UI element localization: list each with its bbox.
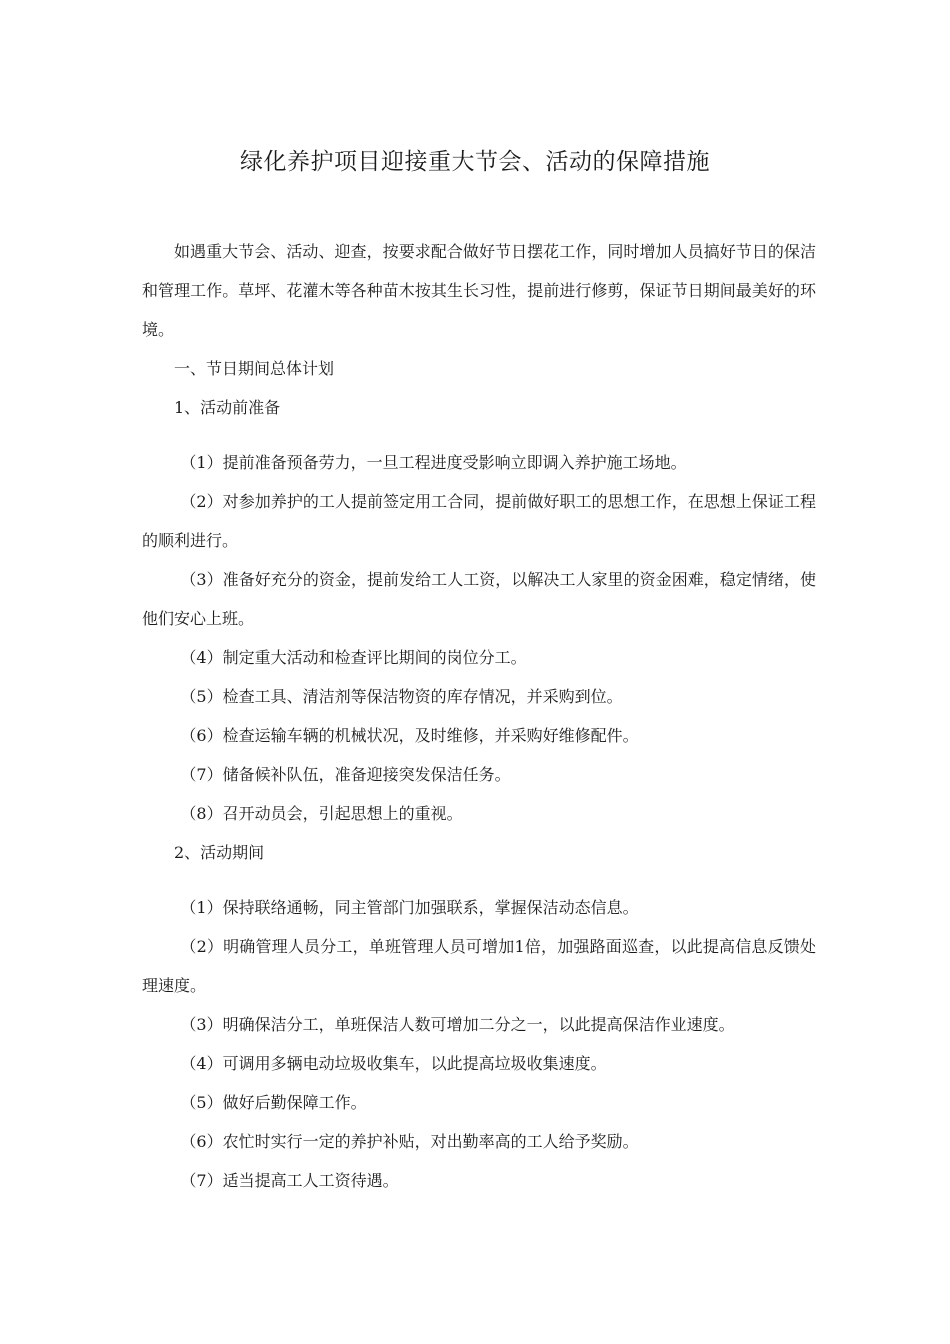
list-item: （7）适当提高工人工资待遇。 xyxy=(180,1171,399,1190)
section-heading-1: 一、节日期间总体计划 xyxy=(174,359,335,378)
list-item: （1）提前准备预备劳力，一旦工程进度受影响立即调入养护施工场地。 xyxy=(180,453,687,472)
list-item: （6）农忙时实行一定的养护补贴，对出勤率高的工人给予奖励。 xyxy=(180,1132,639,1151)
document-title: 绿化养护项目迎接重大节会、活动的保障措施 xyxy=(240,149,710,175)
list-item: （2）明确管理人员分工，单班管理人员可增加1倍，加强路面巡查，以此提高信息反馈处理速度。 xyxy=(142,937,816,995)
list-item: （3）准备好充分的资金，提前发给工人工资，以解决工人家里的资金困难，稳定情绪，使他们安心上班。 xyxy=(142,570,816,628)
list-item: （7）储备候补队伍，准备迎接突发保洁任务。 xyxy=(180,765,511,784)
list-item: （6）检查运输车辆的机械状况，及时维修，并采购好维修配件。 xyxy=(180,726,639,745)
list-item: （3）明确保洁分工，单班保洁人数可增加二分之一，以此提高保洁作业速度。 xyxy=(180,1015,735,1034)
part-heading-2: 2、活动期间 xyxy=(174,843,265,862)
list-item: （5）检查工具、清洁剂等保洁物资的库存情况，并采购到位。 xyxy=(180,687,623,706)
list-item: （1）保持联络通畅，同主管部门加强联系，掌握保洁动态信息。 xyxy=(180,898,639,917)
list-item: （4）可调用多辆电动垃圾收集车，以此提高垃圾收集速度。 xyxy=(180,1054,607,1073)
list-item: （4）制定重大活动和检查评比期间的岗位分工。 xyxy=(180,648,527,667)
document-body xyxy=(142,232,816,1200)
list-item: （2）对参加养护的工人提前签定用工合同，提前做好职工的思想工作，在思想上保证工程的顺利进行。 xyxy=(142,492,816,550)
list-item: （8）召开动员会，引起思想上的重视。 xyxy=(180,804,463,823)
intro-paragraph: 如遇重大节会、活动、迎查，按要求配合做好节日摆花工作，同时增加人员搞好节日的保洁和管理工作。草坪、花灌木等各种苗木按其生长习性，提前进行修剪，保证节日期间最美好的环境。 xyxy=(142,242,816,339)
list-item: （5）做好后勤保障工作。 xyxy=(180,1093,367,1112)
part-heading-1: 1、活动前准备 xyxy=(174,398,281,417)
